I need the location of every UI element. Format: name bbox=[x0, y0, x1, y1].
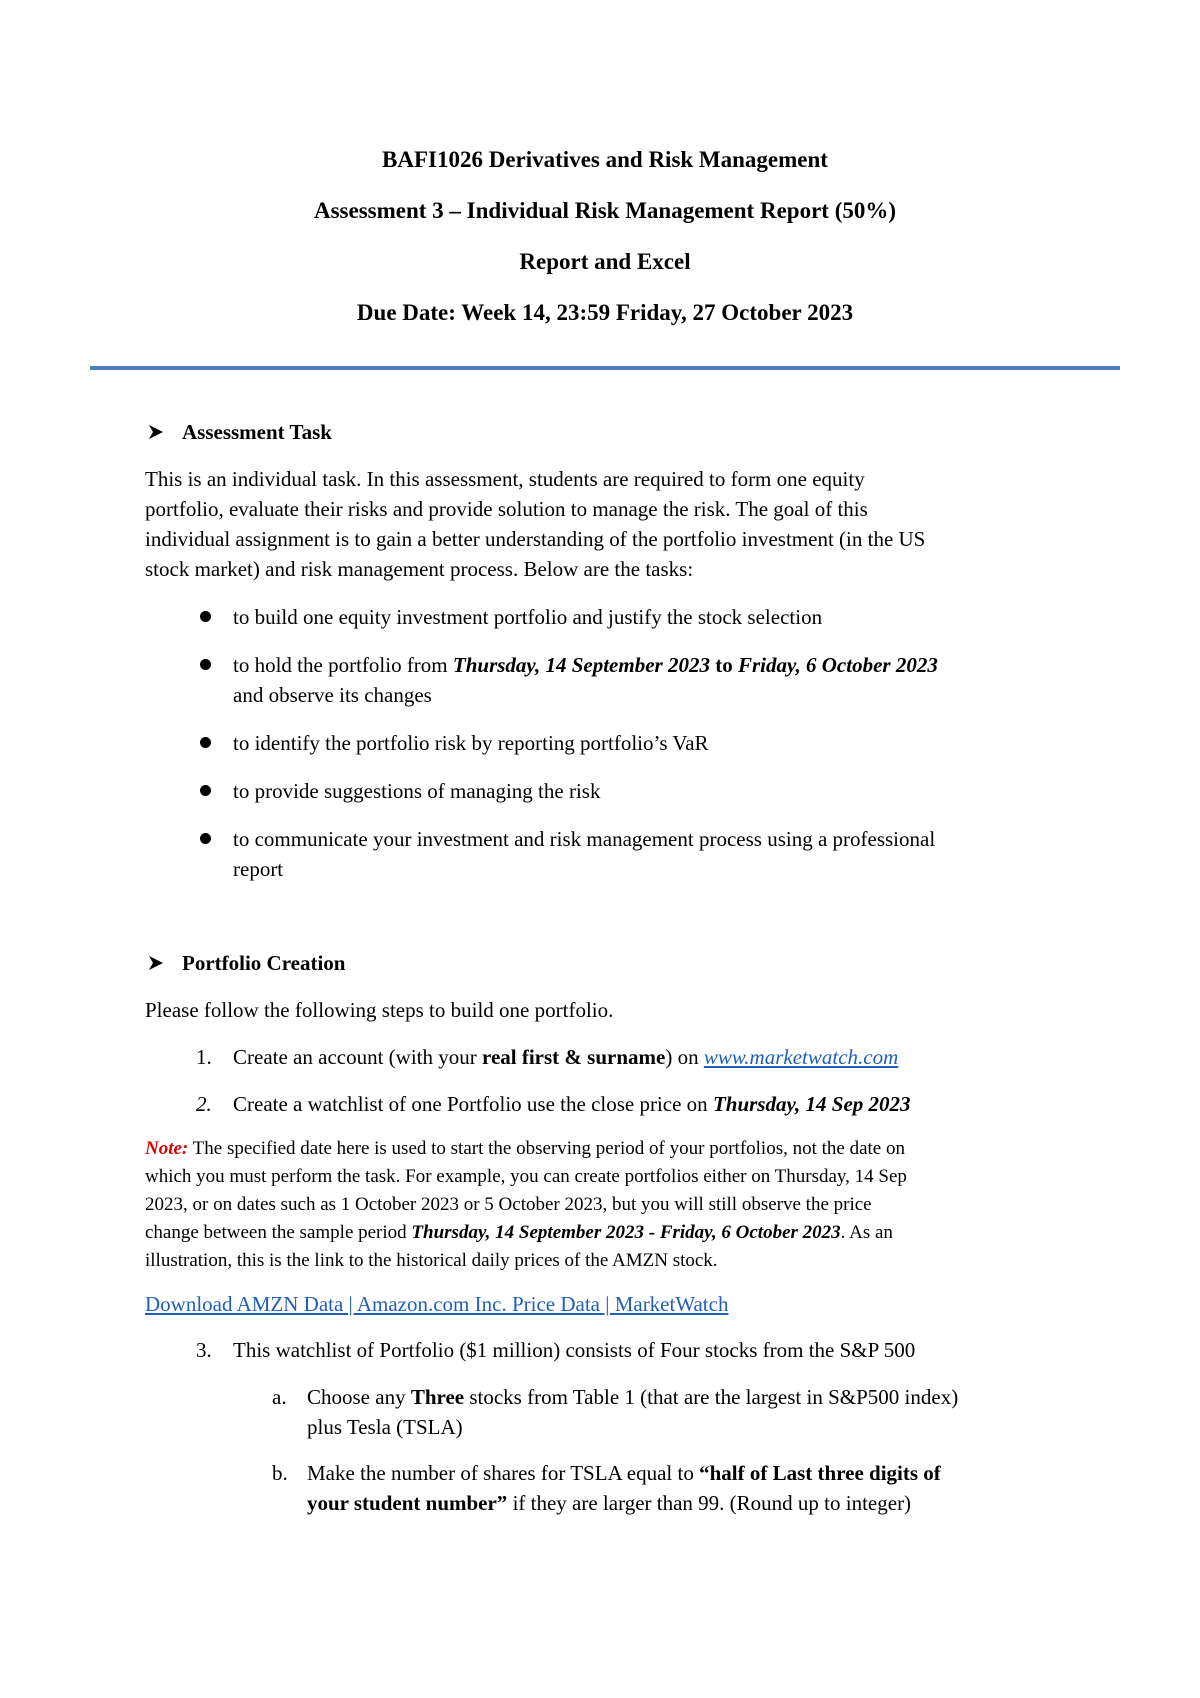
task-bullet-4: to provide suggestions of managing the risk bbox=[233, 779, 601, 803]
task-bullet-5-line-2: report bbox=[233, 857, 284, 881]
submission-format: Report and Excel bbox=[519, 249, 691, 274]
section-title-assessment-task: Assessment Task bbox=[182, 420, 332, 444]
task-bullet-5: to communicate your investment and risk management process using a professional bbox=[233, 827, 936, 851]
task-bullet-2: to hold the portfolio from Thursday, 14 September 2023 to Friday, 6 October 2023 bbox=[233, 653, 938, 677]
note-line-4: change between the sample period Thursday, 14 September 2023 - Friday, 6 October 2023. As an bbox=[145, 1222, 893, 1243]
assessment-intro-line-3: individual assignment is to gain a better understanding of the portfolio investment (in the US bbox=[145, 527, 926, 551]
document-header bbox=[90, 145, 1120, 349]
start-close-price-date: Thursday, 14 Sep 2023 bbox=[712, 1092, 911, 1116]
assessment-title: Assessment 3 – Individual Risk Management Report (50%) bbox=[313, 198, 897, 223]
due-date: Due Date: Week 14, 23:59 Friday, 27 October 2023 bbox=[356, 300, 854, 325]
step-number: 3. bbox=[196, 1338, 212, 1362]
step-2: Create a watchlist of one Portfolio use the close price on Thursday, 14 Sep 2023 bbox=[233, 1092, 911, 1116]
task-bullet-2-line-2: and observe its changes bbox=[233, 683, 432, 707]
step-1: Create an account (with your real first & surname) on www.marketwatch.com bbox=[233, 1045, 899, 1069]
sub-step-b: Make the number of shares for TSLA equal to “half of Last three digits of bbox=[307, 1461, 941, 1485]
note-line-5: illustration, this is the link to the historical daily prices of the AMZN stock. bbox=[145, 1250, 718, 1271]
task-bullet-3: to identify the portfolio risk by reporting portfolio’s VaR bbox=[233, 731, 709, 755]
task-bullet-1: to build one equity investment portfolio and justify the stock selection bbox=[233, 605, 823, 629]
sub-step-letter: a. bbox=[272, 1385, 287, 1409]
assessment-intro-line-1: This is an individual task. In this assessment, students are required to form one equity bbox=[145, 467, 865, 491]
note-line-1: Note: The specified date here is used to start the observing period of your portfolios, not the date on bbox=[145, 1138, 905, 1159]
course-title: BAFI1026 Derivatives and Risk Management bbox=[382, 147, 828, 172]
hold-start-date: Thursday, 14 September 2023 bbox=[452, 653, 710, 677]
sub-step-a: Choose any Three stocks from Table 1 (that are the largest in S&P500 index) bbox=[307, 1385, 959, 1409]
amzn-data-link: Download AMZN Data | Amazon.com Inc. Price Data | MarketWatch bbox=[145, 1292, 729, 1316]
hold-end-date: Friday, 6 October 2023 bbox=[737, 653, 938, 677]
portfolio-intro: Please follow the following steps to build one portfolio. bbox=[145, 998, 614, 1022]
arrow-bullet-icon bbox=[147, 423, 165, 441]
sub-step-letter: b. bbox=[272, 1461, 288, 1485]
sample-period: Thursday, 14 September 2023 - Friday, 6 October 2023 bbox=[411, 1222, 841, 1243]
arrow-bullet-icon bbox=[147, 954, 165, 972]
sub-step-b-line-2: your student number” if they are larger than 99. (Round up to integer) bbox=[307, 1491, 912, 1515]
step-3: This watchlist of Portfolio ($1 million) consists of Four stocks from the S&P 500 bbox=[233, 1338, 916, 1362]
assessment-intro-line-2: portfolio, evaluate their risks and provide solution to manage the risk. The goal of this bbox=[145, 497, 868, 521]
step-number: 1. bbox=[196, 1045, 212, 1069]
note-line-2: which you must perform the task. For example, you can create portfolios either on Thursday, 14 Sep bbox=[145, 1166, 907, 1187]
sub-step-a-line-2: plus Tesla (TSLA) bbox=[307, 1415, 463, 1439]
assessment-intro-line-4: stock market) and risk management process. Below are the tasks: bbox=[145, 557, 694, 581]
step-number: 2. bbox=[196, 1092, 212, 1116]
note-line-3: 2023, or on dates such as 1 October 2023 or 5 October 2023, but you will still observe the price bbox=[145, 1194, 872, 1215]
header-divider bbox=[90, 366, 1120, 370]
marketwatch-link[interactable]: www.marketwatch.com bbox=[703, 1045, 899, 1069]
section-title-portfolio-creation: Portfolio Creation bbox=[182, 951, 346, 975]
note-label: Note: bbox=[145, 1138, 189, 1159]
